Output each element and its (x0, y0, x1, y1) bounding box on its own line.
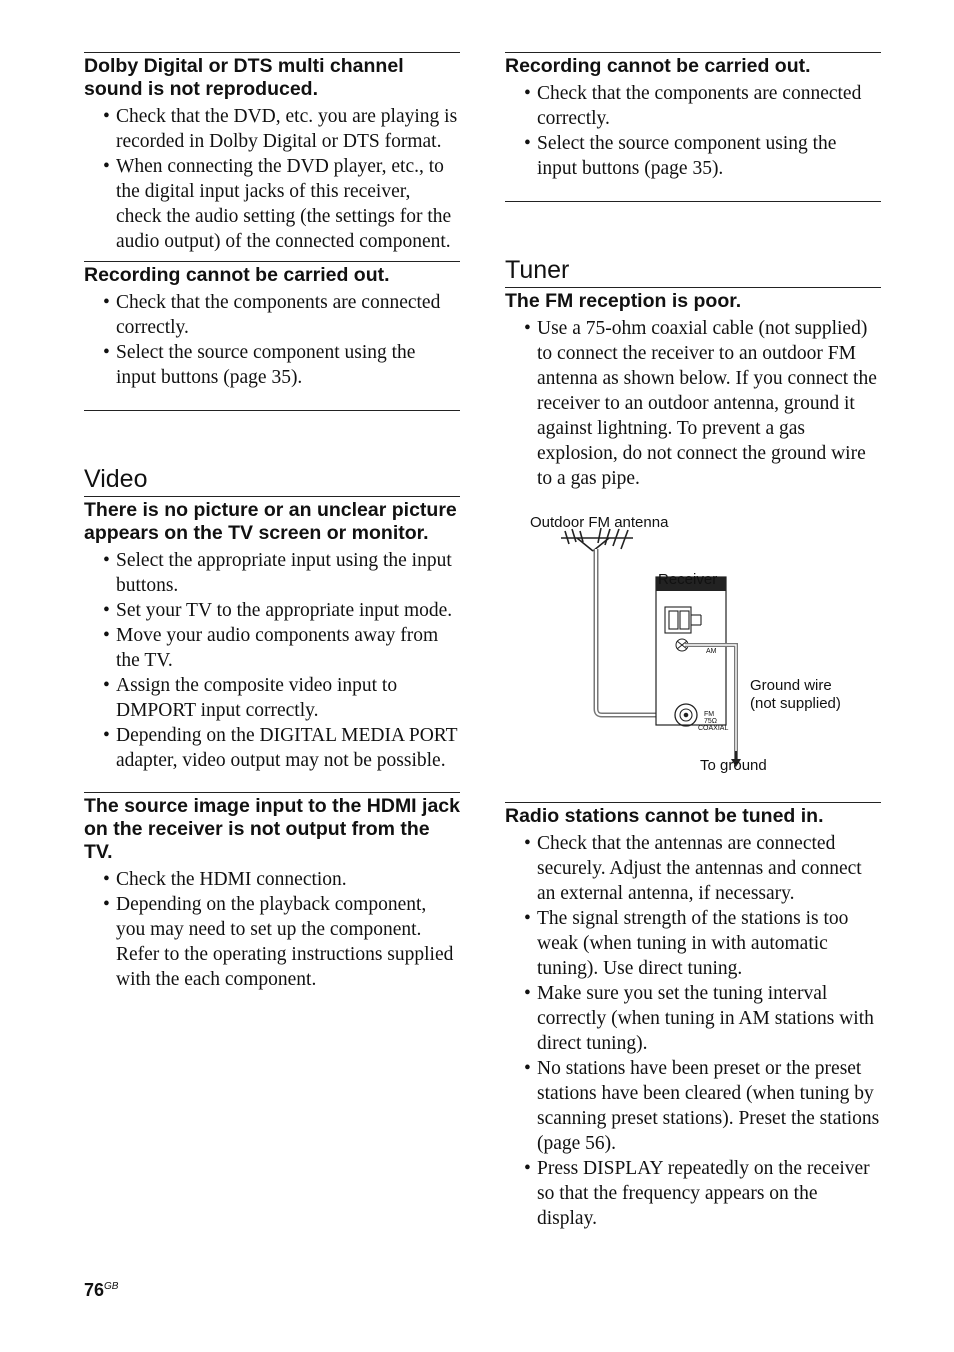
antenna-panel-label: ANTENNA (669, 592, 713, 602)
list-item: • Assign the composite video input to DMPORT input correctly. (84, 673, 460, 723)
fm-antenna-diagram (505, 511, 881, 791)
list-item: • Select the appropriate input using the input buttons. (84, 548, 460, 598)
right-column (505, 52, 881, 1231)
recording-heading-right: Recording cannot be carried out. (505, 55, 811, 77)
list-item: • Depending on the playback component, you may need to set up the component. Refer to the operating instructions supplied with the each component. (84, 892, 460, 992)
to-ground-label: To ground (700, 757, 767, 774)
dolby-bullets (84, 101, 460, 254)
receiver-label: Receiver (658, 571, 718, 588)
list-item: • Depending on the DIGITAL MEDIA PORT adapter, video output may not be possible. (84, 723, 460, 773)
outdoor-antenna-label: Outdoor FM antenna (530, 514, 669, 531)
list-item: • The signal strength of the stations is too weak (when tuning in with automatic tuning). Use direct tuning. (505, 906, 881, 981)
fm-jack-label-3: COAXIAL (698, 725, 729, 732)
list-item: • Select the source component using the input buttons (page 35). (505, 131, 881, 181)
list-item: • Select the source component using the input buttons (page 35). (84, 340, 460, 390)
section-end-rule (505, 201, 881, 202)
recording-bullets (84, 287, 460, 390)
no-picture-heading: There is no picture or an unclear picture appears on the TV screen or monitor. (84, 499, 457, 544)
list-item: • When connecting the DVD player, etc., to the digital input jacks of this receiver, check the audio setting (the settings for the audio output) of the connected component. (84, 154, 460, 254)
list-item: • No stations have been preset or the preset stations have been cleared (when tuning by scanning preset stations). Preset the stations (page 56). (505, 1056, 881, 1156)
ground-wire-label: Ground wire (750, 677, 832, 694)
left-column (84, 52, 460, 992)
list-item: • Check that the DVD, etc. you are playing is recorded in Dolby Digital or DTS format. (84, 104, 460, 154)
list-item: • Make sure you set the tuning interval correctly (when tuning in AM stations with direct tuning). (505, 981, 881, 1056)
antenna-diagram-graphic (505, 511, 881, 791)
fm-jack-label-1: FM (704, 711, 715, 718)
list-item: • Move your audio components away from the TV. (84, 623, 460, 673)
list-item: • Check the HDMI connection. (84, 867, 460, 892)
page-region-code: GB (104, 1281, 119, 1292)
fm-jack-label-2: 75Ω (704, 718, 718, 725)
list-item: • Use a 75-ohm coaxial cable (not supplied) to connect the receiver to an outdoor FM antenna as shown below. If you connect the receiver to an outdoor antenna, ground it against lightning. To prevent a gas explosion, do not connect the ground wire to a gas pipe. (505, 316, 881, 491)
list-item: • Check that the components are connected correctly. (84, 290, 460, 340)
radio-heading: Radio stations cannot be tuned in. (505, 805, 824, 827)
ground-wire-note: (not supplied) (750, 695, 841, 712)
video-section-title: Video (84, 465, 148, 493)
section-end-rule (84, 410, 460, 411)
list-item: • Check that the components are connected correctly. (505, 81, 881, 131)
list-item: • Set your TV to the appropriate input mode. (84, 598, 460, 623)
list-item: • Check that the antennas are connected securely. Adjust the antennas and connect an external antenna, if necessary. (505, 831, 881, 906)
hdmi-heading: The source image input to the HDMI jack on the receiver is not output from the TV. (84, 795, 460, 863)
list-item: • Press DISPLAY repeatedly on the receiver so that the frequency appears on the display. (505, 1156, 881, 1231)
page-number-value: 76 (84, 1280, 105, 1300)
hdmi-bullets (84, 864, 460, 992)
recording-heading: Recording cannot be carried out. (84, 264, 390, 286)
radio-bullets (505, 828, 881, 1231)
page-number (84, 1280, 118, 1301)
tuner-section-title: Tuner (505, 256, 570, 284)
no-picture-bullets (84, 545, 460, 773)
fm-heading: The FM reception is poor. (505, 290, 742, 312)
dolby-heading: Dolby Digital or DTS multi channel sound is not reproduced. (84, 55, 404, 100)
am-terminal-label: AM (706, 648, 717, 655)
recording-bullets-right (505, 78, 881, 181)
fm-bullets (505, 313, 881, 491)
